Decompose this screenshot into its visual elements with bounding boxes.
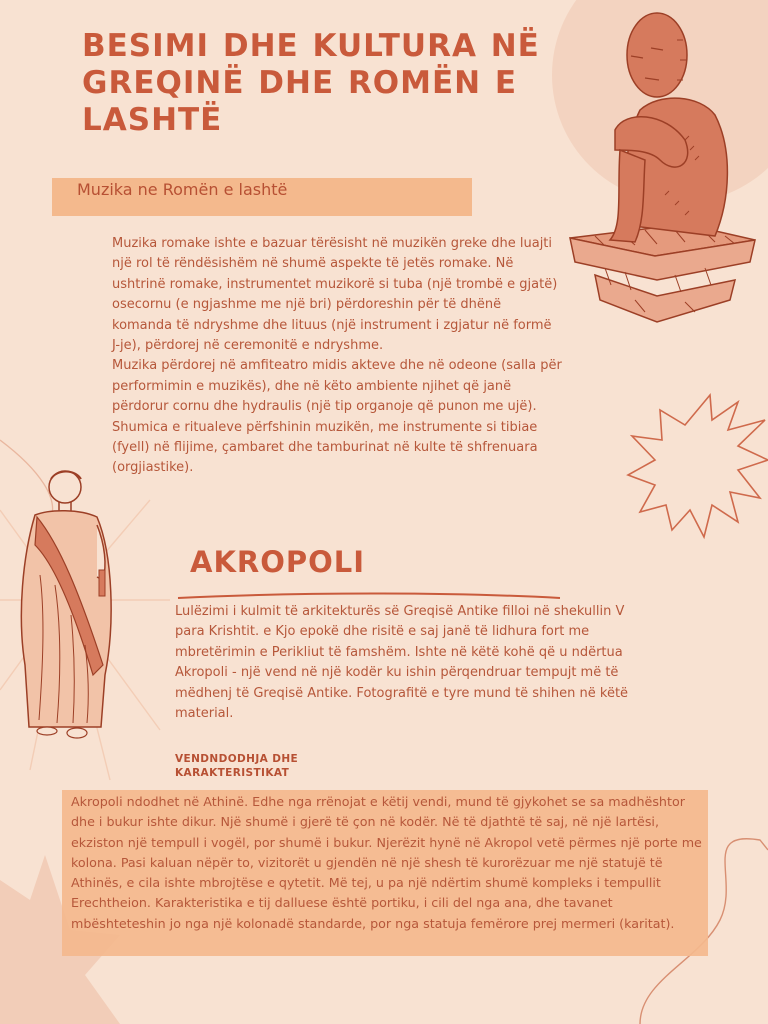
seated-statue-illustration [565, 0, 765, 340]
location-subheading: VENDNDODHJA DHE KARAKTERISTIKAT [175, 753, 299, 779]
music-body [112, 234, 562, 479]
decorative-starburst-outline [628, 395, 768, 537]
music-paragraph-2: Muzika përdorej në amfiteatro midis akteve dhe në odeone (salla për performimin e muzikës), dhe në këto ambiente njihet që janë përdorur cornu dhe hydraulis (një tip organoje që punon me ujë). [112, 358, 562, 415]
toga-figure-illustration [5, 465, 125, 755]
section-heading-akropoli: AKROPOLI [190, 545, 366, 579]
heading-underline [178, 594, 560, 599]
location-paragraph: Akropoli ndodhet në Athinë. Edhe nga rrënojat e këtij vendi, mund të gjykohet se sa madhështor dhe i bukur ishte dikur. Një shumë i gjerë të çon në kodër. Në të djathtë të saj, në një lartësi, ekziston një tempull i vogël, por shumë i bukur. Njerëzit hynë në Akropol vetë përmes një porte me kolona. Pasi kaluan nëpër to, vizitorët u gjendën në një shesh të kurorëzuar me një statujë të Athinës, e cila ishte mbrojtëse e qytetit. Më tej, u pa një ndërtim shumë kompleks i tempullit Erechtheion. Karakteristika e tij dalluese është portiku, i cili del nga ana, dhe tavanet mbështeteshin jo nga një kolonadë standarde, por nga statuja femërore prej mermeri (karitat). [71, 794, 702, 931]
section-heading-music: Muzika ne Romën e lashtë [77, 180, 288, 199]
page-title: BESIMI DHE KULTURA NË GREQINË DHE ROMËN E LASHTË [82, 28, 540, 138]
music-paragraph-1: Muzika romake ishte e bazuar tërësisht në muzikën greke dhe luajti një rol të rëndësishëm në shumë aspekte të jetës romake. Në ushtrinë romake, instrumentet muzikorë si tuba (një trombë e gjatë) osecornu (e ngjashme me një bri) përdoreshin për të dhënë komanda të ndryshme dhe lituus (një instrument i zgjatur në formë J-je), përdorej në ceremonitë e ndryshme. [112, 236, 558, 354]
music-paragraph-3: Shumica e ritualeve përfshinin muzikën, me instrumente si tibiae (fyell) në flijime, çambaret dhe tamburinat në kulte të shfrenuara (orgjiastike). [112, 419, 538, 476]
akropoli-paragraph: Lulëzimi i kulmit të arkitekturës së Greqisë Antike filloi në shekullin V para Krishtit. e Kjo epokë dhe risitë e saj janë të lidhura fort me mbretërimin e Perikliut të famshëm. Ishte në këtë kohë që u ndërtua Akropoli - një vend në një kodër ku ishin përqendruar tempujt më të mëdhenj të Greqisë Antike. Fotografitë e tyre mund të shihen në këtë material. [175, 604, 629, 722]
